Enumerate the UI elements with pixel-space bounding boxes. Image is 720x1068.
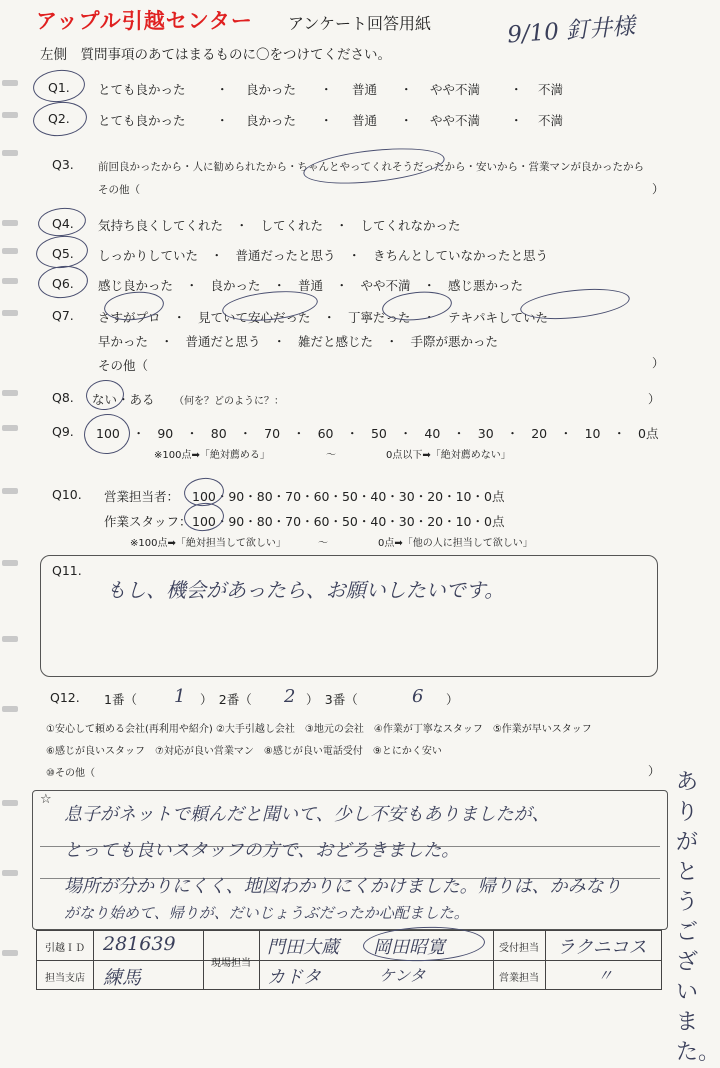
answer-circle <box>31 99 88 138</box>
q12-rank2-value[interactable]: 2 <box>284 686 296 707</box>
q6-number: Q6. <box>52 276 74 291</box>
q12-rank-close: ） <box>446 692 459 707</box>
q5-options[interactable]: しっかりしていた ・ 普通だったと思う ・ きちんとしていなかったと思う <box>98 248 549 263</box>
q2-number: Q2. <box>48 111 70 126</box>
binder-hole <box>2 706 18 712</box>
q7-options-row2[interactable]: 早かった ・ 普通だと思う ・ 雑だと感じた ・ 手際が悪かった <box>98 334 499 349</box>
binder-margin <box>0 0 24 1008</box>
q10-staff-label: 作業スタッフ： <box>104 514 192 529</box>
binder-hole <box>2 950 18 956</box>
q11-handwritten-answer: もし、機会があったら、お願いしたいです。 <box>106 578 505 602</box>
q1-number: Q1. <box>48 80 70 95</box>
q7-other-label: その他（ <box>98 358 149 373</box>
q7-options-row1[interactable]: さすがプロ ・ 見ていて安心だった ・ 丁寧だった ・ テキパキしていた <box>98 310 549 325</box>
q8-number: Q8. <box>52 390 74 405</box>
q12-other-close: ） <box>648 764 661 778</box>
q4-number: Q4. <box>52 216 74 231</box>
q6-options[interactable]: 感じ良かった ・ 良かった ・ 普通 ・ やや不満 ・ 感じ悪かった <box>98 278 524 293</box>
q12-rank2-label: ） 2番（ <box>200 692 252 707</box>
sales-label: 営業担当 <box>499 973 539 984</box>
q2-separator: ・ <box>510 113 523 128</box>
q9-number: Q9. <box>52 424 74 439</box>
q2-option[interactable]: 良かった <box>246 113 297 128</box>
q2-separator: ・ <box>400 113 413 128</box>
q12-other-label: ⑩その他（ <box>46 768 95 779</box>
q10-note-right: 0点➡「他の人に担当して欲しい」 <box>378 538 533 549</box>
q2-option[interactable]: やや不満 <box>430 113 481 128</box>
branch-value: 練馬 <box>103 967 142 989</box>
binder-hole <box>2 80 18 86</box>
comment-line-2: とっても良いスタッフの方で、おどろきました。 <box>64 840 460 861</box>
q3-other-label: その他（ <box>98 184 140 196</box>
binder-hole <box>2 150 18 156</box>
q10-number: Q10. <box>52 487 82 502</box>
q1-option[interactable]: とても良かった <box>98 82 186 97</box>
q10-sales-label: 営業担当者： <box>104 489 180 504</box>
site-staff-label: 現場担当 <box>211 958 251 969</box>
binder-hole <box>2 425 18 431</box>
q7-number: Q7. <box>52 308 74 323</box>
q10-note-mid: 〜 <box>318 538 328 549</box>
sales-value: 〃 <box>597 966 614 985</box>
binder-hole <box>2 220 18 226</box>
comment-line-4: がなり始めて、帰りが、だいじょうぶだったか心配ました。 <box>64 904 469 922</box>
answer-circle <box>37 206 88 239</box>
q12-rank1-value[interactable]: 1 <box>174 686 186 707</box>
answer-circle <box>82 412 132 457</box>
q1-separator: ・ <box>510 82 523 97</box>
q12-rank3-value[interactable]: 6 <box>412 686 424 707</box>
company-brand: アップル引越センター <box>36 9 253 33</box>
binder-hole <box>2 278 18 284</box>
q1-option[interactable]: 普通 <box>352 82 378 97</box>
binder-hole <box>2 870 18 876</box>
binder-hole <box>2 800 18 806</box>
q2-option[interactable]: とても良かった <box>98 113 186 128</box>
q7-other-close: ） <box>652 356 665 370</box>
q9-note-mid: 〜 <box>326 450 336 461</box>
binder-hole <box>2 112 18 118</box>
q4-options[interactable]: 気持ち良くしてくれた ・ してくれた ・ してくれなかった <box>98 218 461 233</box>
q1-separator: ・ <box>400 82 413 97</box>
q12-rank1-label: 1番（ <box>104 692 137 707</box>
site-staff-3: 岡田昭寛 <box>373 937 445 958</box>
q9-scale[interactable]: 100 ・ 90 ・ 80 ・ 70 ・ 60 ・ 50 ・ 40 ・ 30 ・ 20 ・ 10 ・ 0点 <box>96 426 659 441</box>
q3-options[interactable]: 前回良かったから・人に勧められたから・ちゃんとやってくれそうだったから・安いから・営業マンが良かったから <box>98 161 644 173</box>
binder-hole <box>2 560 18 566</box>
q12-number: Q12. <box>50 690 80 705</box>
q12-options-row1: ①安心して頼める会社(再利用や紹介) ②大手引越し会社 ③地元の会社 ④作業が丁寧なスタッフ ⑤作業が早いスタッフ <box>46 724 592 735</box>
q10-sales-scale[interactable]: 100・90・80・70・60・50・40・30・20・10・0点 <box>192 489 505 504</box>
binder-hole <box>2 488 18 494</box>
q9-note-left: ※100点➡「絶対薦める」 <box>154 450 270 461</box>
q8-options[interactable]: ない・ある <box>92 392 155 407</box>
q2-option[interactable]: 不満 <box>538 113 564 128</box>
q2-separator: ・ <box>216 113 229 128</box>
move-id-value: 281639 <box>103 933 176 955</box>
site-staff-4: ケンタ <box>379 966 426 985</box>
reception-value: ラクニコス <box>557 937 647 958</box>
q2-option[interactable]: 普通 <box>352 113 378 128</box>
q1-option[interactable]: やや不満 <box>430 82 481 97</box>
q8-close: ） <box>648 392 661 406</box>
q11-number: Q11. <box>52 563 82 578</box>
binder-hole <box>2 636 18 642</box>
comment-line-3: 場所が分かりにくく、地図わかりにくかけました。帰りは、かみなり <box>64 876 622 897</box>
q5-number: Q5. <box>52 246 74 261</box>
q1-separator: ・ <box>320 82 333 97</box>
binder-hole <box>2 390 18 396</box>
branch-label: 担当支店 <box>45 973 85 984</box>
answer-circle <box>36 263 89 300</box>
q9-note-right: 0点以下➡「絶対薦めない」 <box>386 450 511 461</box>
form-instruction: 左側 質問事項のあてはまるものに〇をつけてください。 <box>40 47 391 63</box>
q10-staff-scale[interactable]: 100・90・80・70・60・50・40・30・20・10・0点 <box>192 514 505 529</box>
reception-label: 受付担当 <box>499 943 539 954</box>
q8-note: （何を？どのように？： <box>174 396 284 407</box>
binder-hole <box>2 248 18 254</box>
handwritten-date: 9/10 釘井様 <box>506 13 636 49</box>
q12-rank3-label: ） 3番（ <box>306 692 358 707</box>
move-id-label: 引越ＩＤ <box>45 943 85 954</box>
q10-note-left: ※100点➡「絶対担当して欲しい」 <box>130 538 286 549</box>
q1-option[interactable]: 良かった <box>246 82 297 97</box>
site-staff-1: 門田大蔵 <box>267 937 339 958</box>
answer-circle <box>519 284 631 323</box>
answer-circle <box>31 67 86 104</box>
form-title: アンケート回答用紙 <box>288 14 432 33</box>
q12-options-row2: ⑥感じが良いスタッフ ⑦対応が良い営業マン ⑧感じが良い電話受付 ⑨とにかく安い <box>46 746 442 757</box>
answer-circle <box>302 143 447 190</box>
comment-line-1: 息子がネットで頼んだと聞いて、少し不安もありましたが、 <box>64 804 550 825</box>
comment-side-note: ありがとうございまた。 <box>676 770 720 1065</box>
q2-separator: ・ <box>320 113 333 128</box>
q1-option[interactable]: 不満 <box>538 82 564 97</box>
q3-other-close: ） <box>652 182 665 196</box>
staff-circle <box>362 925 485 963</box>
binder-hole <box>2 310 18 316</box>
q3-number: Q3. <box>52 157 74 172</box>
q1-separator: ・ <box>216 82 229 97</box>
comment-star: ☆ <box>40 792 52 807</box>
staff-table <box>36 930 662 990</box>
site-staff-2: カドタ <box>267 967 321 988</box>
